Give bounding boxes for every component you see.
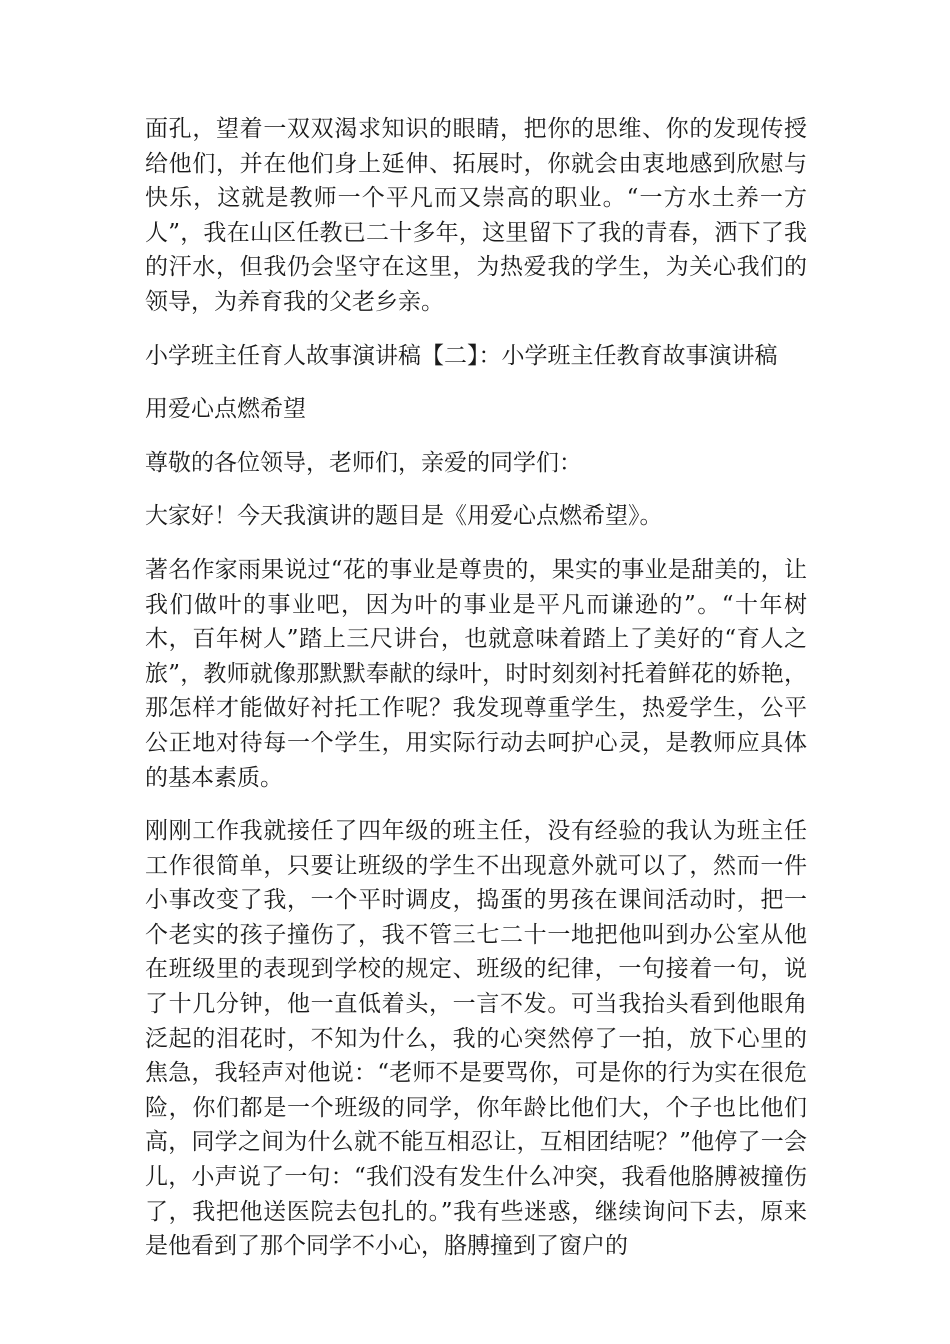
salutation: 尊敬的各位领导，老师们，亲爱的同学们： [145, 449, 582, 476]
paragraph-story: 刚刚工作我就接任了四年级的班主任，没有经验的我认为班主任工作很简单，只要让班级的学生不出现意外就可以了，然而一件小事改变了我，一个平时调皮，捣蛋的男孩在课间活动时，把一个老实的孩子撞伤了，我不管三七二十一地把他叫到办公室从他在班级里的表现到学校的规定、班级的纪律，一句接着一句，说了十几分钟，他一直低着头，一言不发。可当我抬头看到他眼角泛起的泪花时，不知为什么，我的心突然停了一拍，放下心里的焦急，我轻声对他说：“老师不是要骂你，可是你的行为实在很危险，你们都是一个班级的同学，你年龄比他们大，个子也比他们高，同学之间为什么就不能互相忍让，互相团结呢？”他停了一会儿，小声说了一句：“我们没有发生什么冲突，我看他胳膊被撞伤了，我把他送医院去包扎的。”我有些迷惑，继续询问下去，原来是他看到了那个同学不小心，胳膊撞到了窗户的 [145, 818, 807, 1260]
paragraph-hugo-quote: 著名作家雨果说过“花的事业是尊贵的，果实的事业是甜美的，让我们做叶的事业吧，因为叶的事业是平凡而谦逊的”。“十年树木，百年树人”踏上三尺讲台，也就意味着踏上了美好的“育人之旅”，教师就像那默默奉献的绿叶，时时刻刻衬托着鲜花的娇艳，那怎样才能做好衬托工作呢？我发现尊重学生，热爱学生，公平公正地对待每一个学生，用实际行动去呵护心灵，是教师应具体的基本素质。 [145, 556, 807, 791]
opening-line: 大家好！今天我演讲的题目是《用爱心点燃希望》。 [145, 503, 663, 530]
section-heading: 小学班主任育人故事演讲稿【二】：小学班主任教育故事演讲稿 [145, 342, 778, 369]
paragraph-closing-previous-speech: 面孔，望着一双双渴求知识的眼睛，把你的思维、你的发现传授给他们，并在他们身上延伸、拓展时，你就会由衷地感到欣慰与快乐，这就是教师一个平凡而又崇高的职业。“一方水土养一方人”，我在山区任教已二十多年，这里留下了我的青春，洒下了我的汗水，但我仍会坚守在这里，为热爱我的学生，为关心我们的领导，为养育我的父老乡亲。 [145, 116, 807, 315]
speech-title: 用爱心点燃希望 [145, 396, 306, 423]
document-body [145, 112, 807, 1264]
